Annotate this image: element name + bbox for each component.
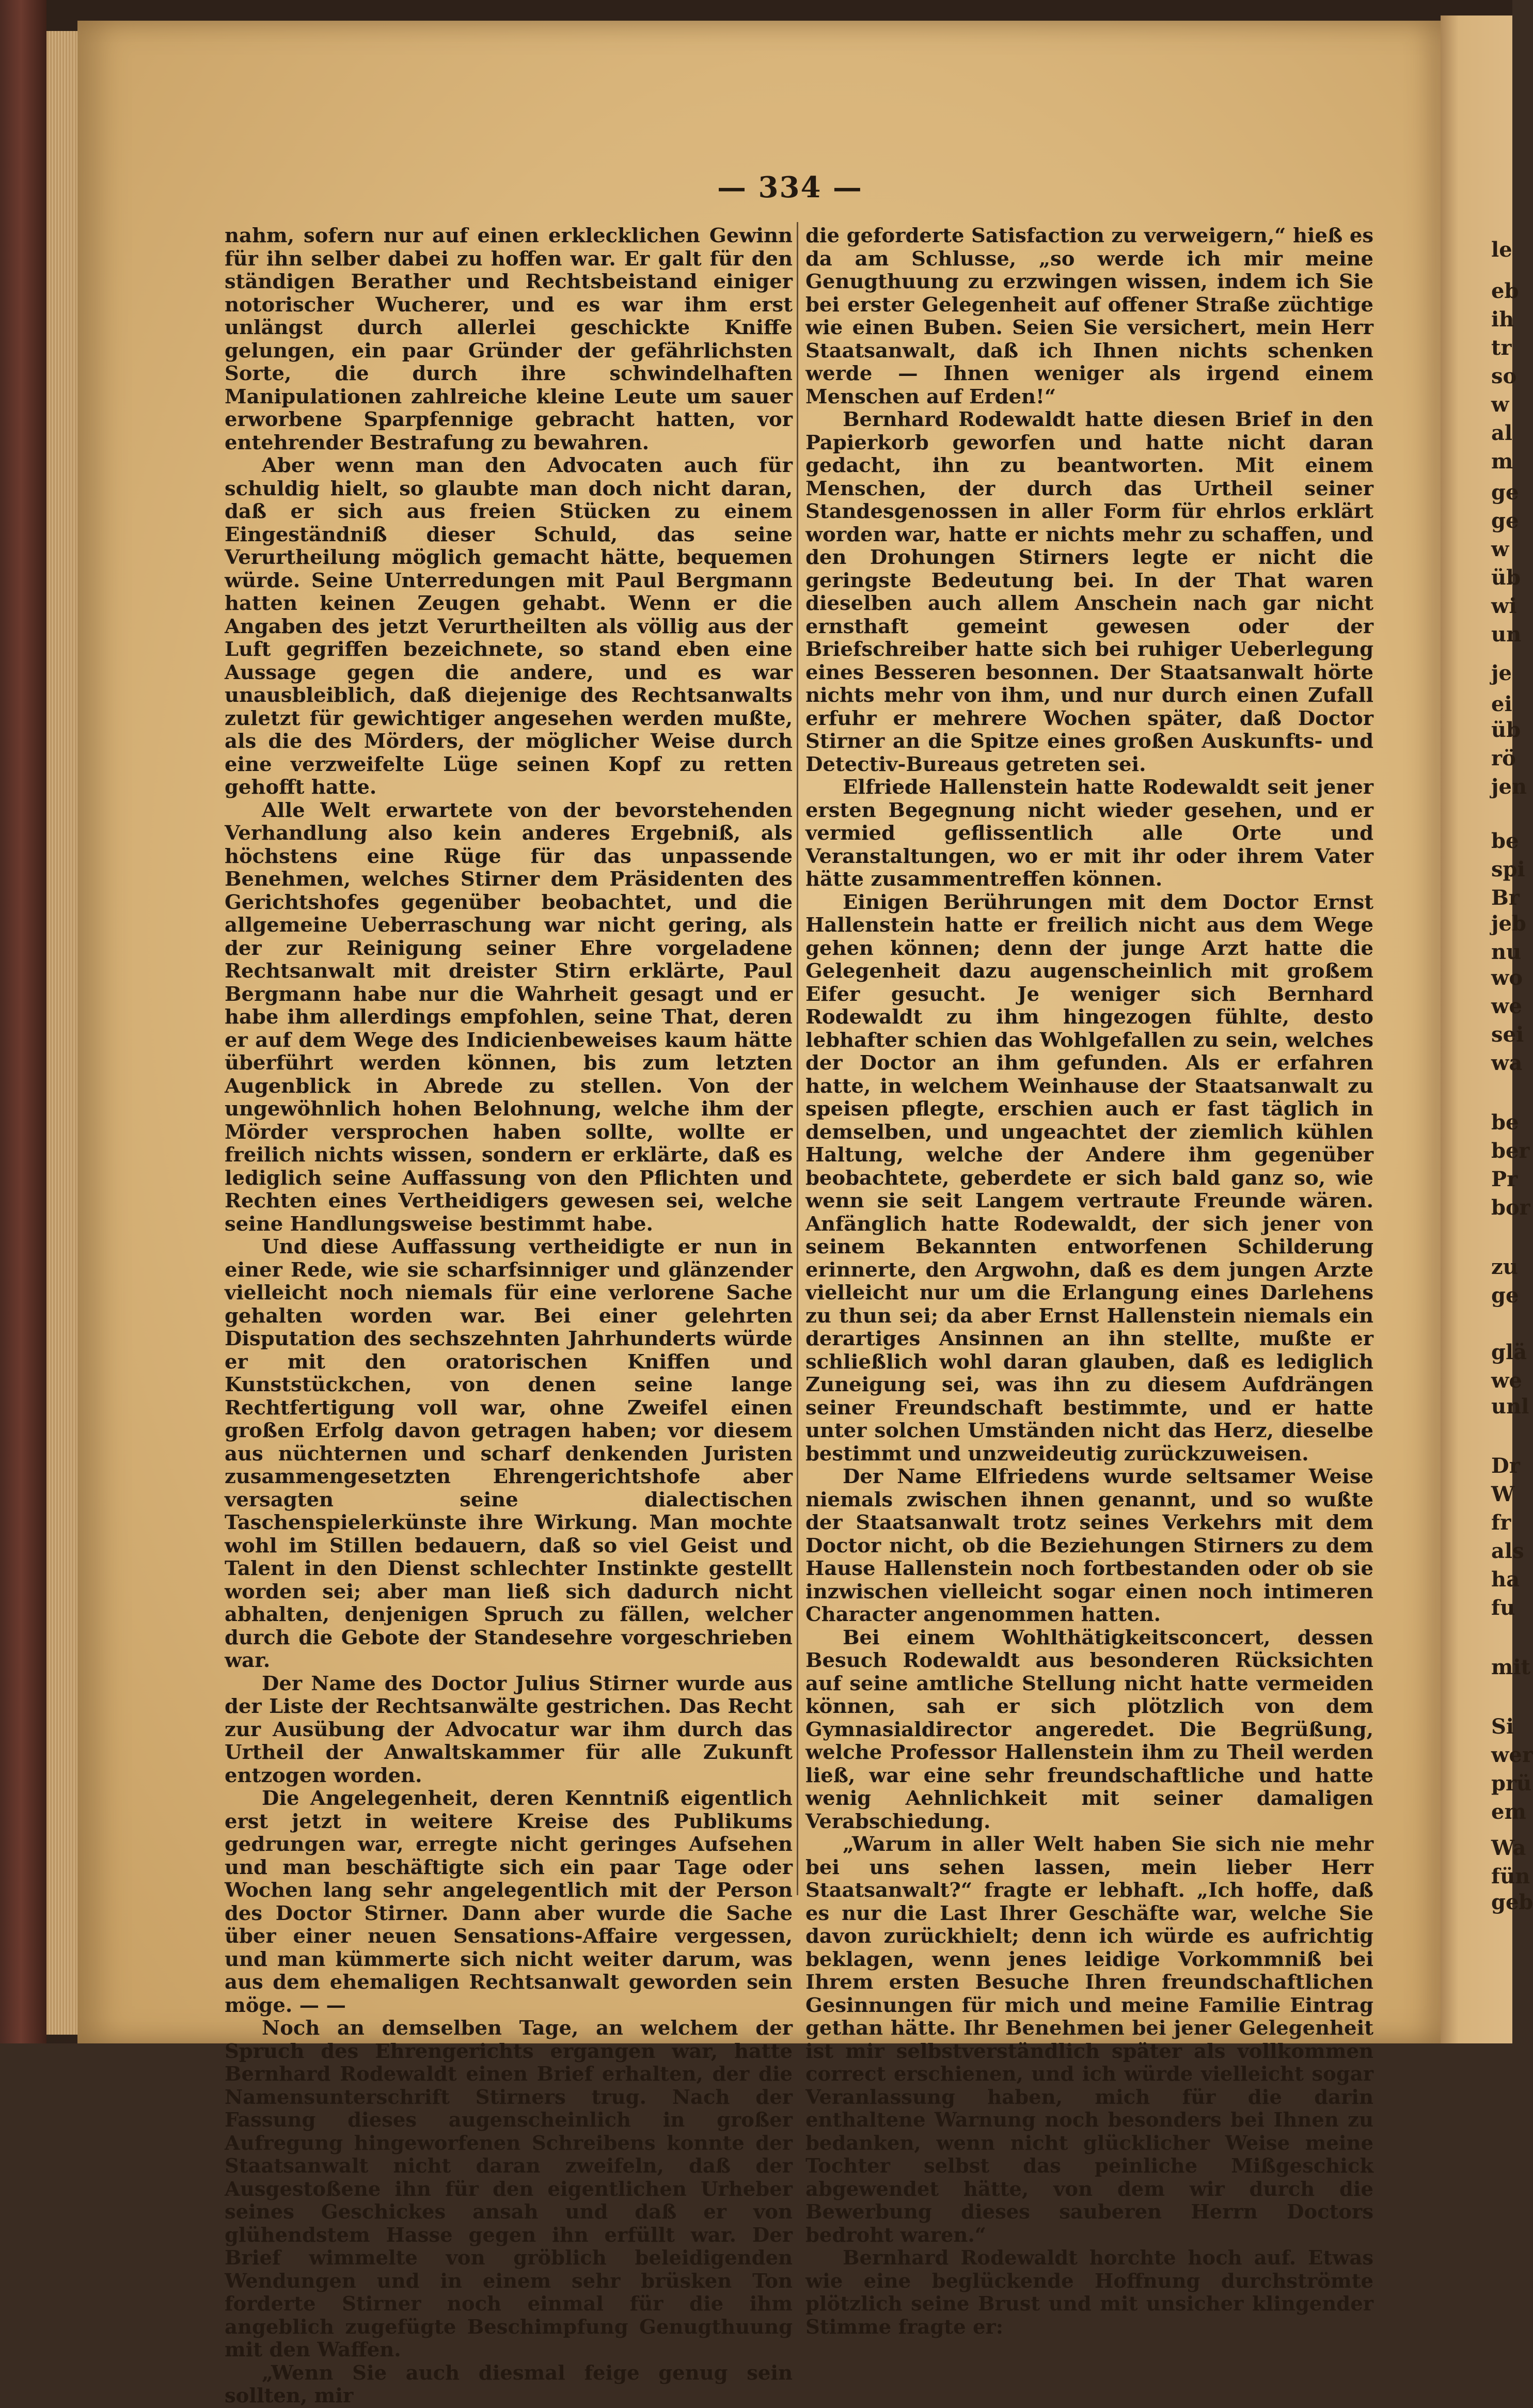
column-divider bbox=[797, 222, 798, 1895]
adjacent-page-fragment: unl bbox=[1491, 1394, 1529, 1419]
adjacent-page-fragment: Dr bbox=[1491, 1454, 1520, 1478]
adjacent-page-fragment: un bbox=[1491, 622, 1522, 647]
adjacent-page-fragment: wo bbox=[1491, 966, 1523, 990]
adjacent-page-fragment: wi bbox=[1491, 594, 1517, 618]
page-number-header: — 334 — bbox=[717, 170, 863, 204]
adjacent-page-fragment: üb bbox=[1491, 718, 1521, 742]
adjacent-page-fragment: nu bbox=[1491, 940, 1522, 964]
adjacent-page-fragment: ei bbox=[1491, 692, 1512, 716]
right-text-column bbox=[805, 224, 1373, 2339]
adjacent-page-fragment: Br bbox=[1491, 886, 1520, 910]
adjacent-page-fragment: geb bbox=[1491, 1890, 1533, 1914]
paragraph: Der Name des Doctor Julius Stirner wurde aus der Liste der Rechtsanwälte gestrichen. Das Recht zur Ausübung der Advocatur war ihm durch das Urtheil der Anwaltskammer für alle Zukunft entzogen worden. bbox=[225, 1672, 793, 1787]
paragraph: Elfriede Hallenstein hatte Rodewaldt seit jener ersten Begegnung nicht wieder gesehen, und er vermied geflissentlich alle Orte und Veranstaltungen, wo er mit ihr oder ihrem Vater hätte zusammentreffen können. bbox=[805, 776, 1373, 891]
adjacent-page-fragment: be bbox=[1491, 829, 1519, 853]
adjacent-page-fragment: spi bbox=[1491, 857, 1525, 882]
adjacent-page-fragment: jen bbox=[1491, 775, 1527, 799]
adjacent-page-fragment: we bbox=[1491, 1368, 1522, 1393]
adjacent-page-fragment: glä bbox=[1491, 1340, 1527, 1364]
paragraph: Bernhard Rodewaldt hatte diesen Brief in den Papierkorb geworfen und hatte nicht daran gedacht, ihn zu beantworten. Mit einem Menschen, der durch das Urtheil seiner Standesgenossen in aller Form für ehrlos erklärt worden war, hatte er nichts mehr zu schaffen, und den Drohungen Stirners legte er nicht die geringste Bedeutung bei. In der That waren dieselben auch allem Anschein nach gar nicht ernsthaft gemeint gewesen oder der Briefschreiber hatte sich bei ruhiger Ueberlegung eines Besseren besonnen. Der Staatsanwalt hörte nichts mehr von ihm, und nur durch einen Zufall erfuhr er mehrere Wochen später, daß Doctor Stirner an die Spitze eines großen Auskunfts- und Detectiv-Bureaus getreten sei. bbox=[805, 408, 1373, 776]
adjacent-page-fragment: em bbox=[1491, 1800, 1526, 1824]
adjacent-page-fragment: jeb bbox=[1491, 911, 1526, 936]
adjacent-page-fragment: wer bbox=[1491, 1743, 1533, 1767]
adjacent-page-fragment: m bbox=[1491, 449, 1513, 474]
adjacent-page-fragment: ha bbox=[1491, 1567, 1520, 1592]
adjacent-page-fragment: üb bbox=[1491, 565, 1521, 590]
adjacent-page-fragment: be bbox=[1491, 1110, 1519, 1135]
adjacent-page-fragment: rö bbox=[1491, 746, 1516, 770]
paragraph: die geforderte Satisfaction zu verweigern,“ hieß es da am Schlusse, „so werde ich mir meine Genugthuung zu erzwingen wissen, indem ich Sie bei erster Gelegenheit auf offener Straße züchtige wie einen Buben. Seien Sie versichert, mein Herr Staatsanwalt, daß ich Ihnen nichts schenken werde — Ihnen weniger als irgend einem Menschen auf Erden!“ bbox=[805, 224, 1373, 408]
adjacent-page-fragment: al bbox=[1491, 421, 1513, 445]
paragraph: Die Angelegenheit, deren Kenntniß eigentlich erst jetzt in weitere Kreise des Publikums gedrungen war, erregte nicht geringes Aufsehen und man beschäftigte sich ein paar Tage oder Wochen lang sehr angelegentlich mit der Person des Doctor Stirner. Dann aber wurde die Sache über einer neuen Sensations-Affaire vergessen, und man kümmerte sich nicht weiter darum, was aus dem ehemaligen Rechtsanwalt geworden sein möge. — — bbox=[225, 1787, 793, 2017]
adjacent-page-fragment: fr bbox=[1491, 1510, 1511, 1535]
left-text-column bbox=[225, 224, 793, 2407]
adjacent-page-fragment: fu bbox=[1491, 1596, 1515, 1620]
adjacent-page-fragment: le bbox=[1491, 238, 1512, 262]
adjacent-page-fragment: fün bbox=[1491, 1864, 1530, 1888]
paragraph: Aber wenn man den Advocaten auch für schuldig hielt, so glaubte man doch nicht daran, daß er sich aus freien Stücken zu einem Eingeständniß dieser Schuld, das seine Verurtheilung möglich gemacht hätte, bequemen würde. Seine Unterredungen mit Paul Bergmann hatten keinen Zeugen gehabt. Wenn er die Angaben des jetzt Verurtheilten als völlig aus der Luft gegriffen bezeichnete, so stand eben eine Aussage gegen die andere, und es war unausbleiblich, daß diejenige des Rechtsanwalts zuletzt für gewichtiger angesehen werden mußte, als die des Mörders, der möglicher Weise durch eine verzweifelte Lüge seinen Kopf zu retten gehofft hatte. bbox=[225, 454, 793, 799]
adjacent-page-fragment: bor bbox=[1491, 1195, 1530, 1220]
adjacent-page-fragment: ge bbox=[1491, 509, 1519, 533]
adjacent-page-fragment: Wa bbox=[1491, 1836, 1526, 1860]
adjacent-page-fragment: sei bbox=[1491, 1022, 1524, 1047]
paragraph: Und diese Auffassung vertheidigte er nun in einer Rede, wie sie scharfsinniger und glänzender vielleicht noch niemals für eine verlorene Sache gehalten worden war. Bei einer gelehrten Disputation des sechszehnten Jahrhunderts würde er mit den oratorischen Kniffen und Kunststückchen, von denen seine lange Rechtfertigung voll war, ohne Zweifel einen großen Erfolg davon getragen haben; vor diesem aus nüchternen und scharf denkenden Juristen zusammengesetzten Ehrengerichtshofe aber versagten seine dialectischen Taschenspielerkünste ihre Wirkung. Man mochte wohl im Stillen bedauern, daß so viel Geist und Talent in den Dienst schlechter Instinkte gestellt worden sei; aber man ließ sich dadurch nicht abhalten, denjenigen Spruch zu fällen, welcher durch die Gebote der Standesehre vorgeschrieben war. bbox=[225, 1235, 793, 1672]
adjacent-page-fragment: eb bbox=[1491, 279, 1519, 303]
paragraph: Noch an demselben Tage, an welchem der Spruch des Ehrengerichts ergangen war, hatte Bernhard Rodewaldt einen Brief erhalten, der die Namensunterschrift Stirners trug. Nach der Fassung dieses augenscheinlich in großer Aufregung hingeworfenen Schreibens konnte der Staatsanwalt nicht daran zweifeln, daß der Ausgestoßene ihn für den eigentlichen Urheber seines Geschickes ansah und daß er von glühendstem Hasse gegen ihn erfüllt war. Der Brief wimmelte von gröblich beleidigenden Wendungen und in einem sehr brüsken Ton forderte Stirner noch einmal für die ihm angeblich zugefügte Beschimpfung Genugthuung mit den Waffen. bbox=[225, 2017, 793, 2362]
paragraph: Der Name Elfriedens wurde seltsamer Weise niemals zwischen ihnen genannt, und so wußte der Staatsanwalt trotz seines Verkehrs mit dem Doctor nicht, ob die Beziehungen Stirners zu dem Hause Hallenstein noch fortbestanden oder ob sie inzwischen vielleicht sogar einen noch intimeren Character angenommen hatten. bbox=[805, 1465, 1373, 1626]
paragraph: nahm, sofern nur auf einen erklecklichen Gewinn für ihn selber dabei zu hoffen war. Er galt für den ständigen Berather und Rechtsbeistand einiger notorischer Wucherer, und es war ihm erst unlängst durch allerlei geschickte Kniffe gelungen, ein paar Gründer der gefährlichsten Sorte, die durch ihre schwindelhaften Manipulationen zahlreiche kleine Leute um sauer erworbene Sparpfennige gebracht hatten, vor entehrender Bestrafung zu bewahren. bbox=[225, 224, 793, 454]
adjacent-page-fragment: zu bbox=[1491, 1255, 1518, 1279]
adjacent-page-fragment: wa bbox=[1491, 1051, 1523, 1075]
adjacent-page-fragment: ih bbox=[1491, 307, 1514, 332]
adjacent-page-fragment: tr bbox=[1491, 336, 1512, 360]
paragraph: Alle Welt erwartete von der bevorstehenden Verhandlung also kein anderes Ergebniß, als höchstens eine Rüge für das unpassende Benehmen, welches Stirner dem Präsidenten des Gerichtshofes gegenüber beobachtet, und die allgemeine Ueberraschung war nicht gering, als der zur Reinigung seiner Ehre vorgeladene Rechtsanwalt mit dreister Stirn erklärte, Paul Bergmann habe nur die Wahrheit gesagt und er habe ihm allerdings empfohlen, seine That, deren er auf dem Wege des Indicienbeweises kaum hätte überführt werden können, bis zum letzten Augenblick in Abrede zu stellen. Von der ungewöhnlich hohen Belohnung, welche ihm der Mörder versprochen haben sollte, wollte er freilich nichts wissen, sondern er erklärte, daß es lediglich seine Auffassung von den Pflichten und Rechten eines Vertheidigers gewesen sei, welche seine Handlungsweise bestimmt habe. bbox=[225, 798, 793, 1236]
adjacent-page-fragment: ge bbox=[1491, 480, 1519, 505]
paragraph: „Wenn Sie auch diesmal feige genug sein sollten, mir bbox=[225, 2361, 793, 2407]
adjacent-page-fragment: Pr bbox=[1491, 1167, 1518, 1191]
adjacent-page-fragment: mit bbox=[1491, 1655, 1530, 1679]
adjacent-page-fragment: prü bbox=[1491, 1771, 1532, 1796]
paragraph: Bei einem Wohlthätigkeitsconcert, dessen Besuch Rodewaldt aus besonderen Rücksichten auf seine amtliche Stellung nicht hatte vermeiden können, sah er sich plötzlich von dem Gymnasialdirector angeredet. Die Begrüßung, welche Professor Hallenstein ihm zu Theil werden ließ, war eine sehr freundschaftliche und hatte wenig Aehnlichkeit mit seiner damaligen Verabschiedung. bbox=[805, 1626, 1373, 1833]
adjacent-page-fragment: ge bbox=[1491, 1283, 1519, 1308]
adjacent-page-fragment: so bbox=[1491, 364, 1517, 388]
adjacent-page-fragment: ber bbox=[1491, 1139, 1530, 1163]
paragraph: Einigen Berührungen mit dem Doctor Ernst Hallenstein hatte er freilich nicht aus dem Wege gehen können; denn der junge Arzt hatte die Gelegenheit dazu augenscheinlich mit großem Eifer gesucht. Je weniger sich Bernhard Rodewaldt zu ihm hingezogen fühlte, desto lebhafter schien das Wohlgefallen zu sein, welches der Doctor an ihm gefunden. Als er erfahren hatte, in welchem Weinhause der Staatsanwalt zu speisen pflegte, erschien auch er fast täglich in demselben, und ungeachtet der ziemlich kühlen Haltung, welche der Andere ihm gegenüber beobachtete, geberdete er sich bald ganz so, wie wenn sie seit Langem vertraute Freunde wären. Anfänglich hatte Rodewaldt, der sich jener von seinem Bekannten entworfenen Schilderung erinnerte, den Argwohn, daß es dem jungen Arzte vielleicht nur um die Erlangung eines Darlehens zu thun sei; da aber Ernst Hallenstein niemals ein derartiges Ansinnen an ihn stellte, mußte er schließlich wohl daran glauben, daß es lediglich Zuneigung sei, was ihn zu diesem Aufdrängen seiner Freundschaft bestimmte, und er hatte unter solchen Umständen nicht das Herz, dieselbe bestimmt und unzweideutig zurückzuweisen. bbox=[805, 890, 1373, 1466]
adjacent-page-fragment: je bbox=[1491, 661, 1512, 685]
page-edges bbox=[46, 31, 77, 2035]
adjacent-page-edge bbox=[1441, 15, 1533, 2043]
adjacent-page-fragment: W bbox=[1491, 1482, 1514, 1506]
adjacent-page-fragment: als bbox=[1491, 1539, 1524, 1563]
book-binding bbox=[0, 0, 46, 2043]
adjacent-page-fragment: Si bbox=[1491, 1714, 1514, 1739]
adjacent-page-fragment: we bbox=[1491, 994, 1522, 1018]
paragraph: „Warum in aller Welt haben Sie sich nie mehr bei uns sehen lassen, mein lieber Herr Staatsanwalt?“ fragte er lebhaft. „Ich hoffe, daß es nur die Last Ihrer Geschäfte war, welche Sie davon zurückhielt; denn ich würde es aufrichtig beklagen, wenn jenes leidige Vorkommniß bei Ihrem ersten Besuche Ihren freundschaftlichen Gesinnungen für mich und meine Familie Eintrag gethan hätte. Ihr Benehmen bei jener Gelegenheit ist mir selbstverständlich später als vollkommen correct erschienen, und ich würde vielleicht sogar Veranlassung haben, mich für die darin enthaltene Warnung noch besonders bei Ihnen zu bedanken, wenn nicht glücklicher Weise meine Tochter selbst das peinliche Mißgeschick abgewendet hätte, von dem wir durch die Bewerbung dieses sauberen Herrn Doctors bedroht waren.“ bbox=[805, 1833, 1373, 2247]
adjacent-page-fragment: w bbox=[1491, 537, 1509, 561]
adjacent-page-fragment: w bbox=[1491, 392, 1509, 417]
paragraph: Bernhard Rodewaldt horchte hoch auf. Etwas wie eine beglückende Hoffnung durchströmte plötzlich seine Brust und mit unsicher klingender Stimme fragte er: bbox=[805, 2246, 1373, 2339]
